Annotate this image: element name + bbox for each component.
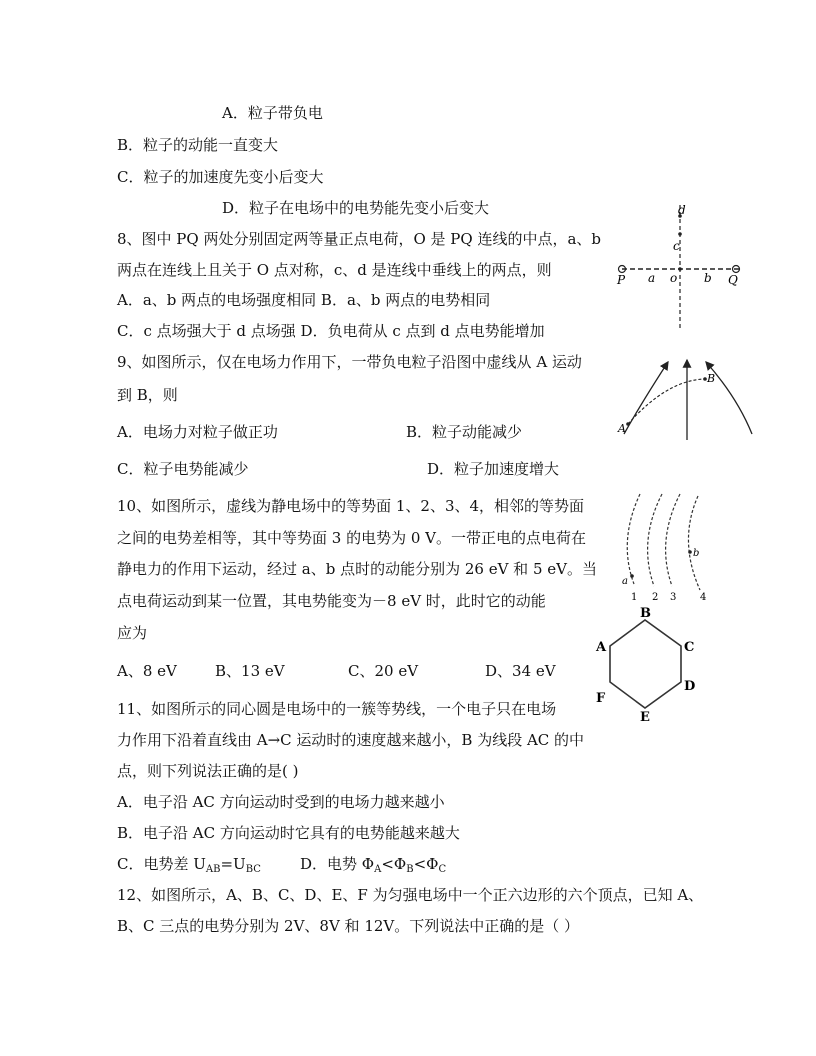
q7-option-d: D．粒子在电场中的电势能先变小后变大 (222, 199, 490, 217)
q9-option-d: D．粒子加速度增大 (427, 460, 560, 478)
hex-label-a: A (596, 640, 607, 655)
fig10-label-1: 1 (631, 592, 638, 603)
q8-options-ab: A．a、b 两点的电场强度相同 B．a、b 两点的电势相同 (117, 291, 491, 309)
q10-option-b: B、13 eV (215, 662, 285, 680)
q8-figure (612, 200, 752, 335)
q9-option-b: B．粒子动能减少 (406, 423, 523, 441)
fig8-label-c: c (673, 239, 680, 253)
fig10-label-a: a (622, 576, 628, 587)
fig8-label-q: Q (728, 273, 738, 287)
fig10-label-3: 3 (670, 592, 677, 603)
q11-option-d: D．电势 $\Phi_A<\Phi_B<\Phi_C$ (300, 855, 447, 875)
hex-label-c: C (684, 640, 695, 655)
q12-stem-line2: B、C 三点的电势分别为 2V、8V 和 12V。下列说法中正确的是（ ） (117, 917, 580, 935)
q7-option-b: B．粒子的动能一直变大 (117, 136, 279, 154)
q9-figure (612, 352, 762, 442)
hex-label-f: F (596, 691, 606, 706)
fig8-label-p: P (617, 273, 626, 287)
q10-stem-line2: 之间的电势差相等，其中等势面 3 的电势为 0 V。一带正电的点电荷在 (117, 529, 586, 547)
q11-option-b: B．电子沿 AC 方向运动时它具有的电势能越来越大 (117, 824, 460, 842)
q10-stem-line4: 点电荷运动到某一位置，其电势能变为－8 eV 时，此时它的动能 (117, 592, 546, 610)
q12-hexagon-figure (594, 606, 706, 724)
fig8-label-b: b (704, 271, 712, 285)
q9-stem-line2: 到 B，则 (117, 386, 178, 404)
fig10-label-4: 4 (700, 592, 707, 603)
hex-label-d: D (684, 679, 696, 694)
q9-stem-line1: 9、如图所示，仅在电场力作用下，一带负电粒子沿图中虚线从 A 运动 (117, 353, 582, 371)
fig8-label-d: d (678, 203, 686, 217)
fig9-label-a: A (618, 422, 626, 435)
q10-stem-line3: 静电力的作用下运动，经过 a、b 点时的动能分别为 26 eV 和 5 eV。当 (117, 560, 597, 578)
fig10-label-2: 2 (652, 592, 659, 603)
q11-stem-line3: 点，则下列说法正确的是( ) (117, 762, 299, 780)
q8-stem-line2: 两点在连线上且关于 O 点对称，c、d 是连线中垂线上的两点，则 (117, 261, 552, 279)
q11-stem-line1: 11、如图所示的同心圆是电场中的一簇等势线，一个电子只在电场 (117, 700, 557, 718)
q10-figure (612, 486, 722, 606)
q8-options-cd: C．c 点场强大于 d 点场强 D．负电荷从 c 点到 d 点电势能增加 (117, 322, 545, 340)
q12-stem-line1: 12、如图所示，A、B、C、D、E、F 为匀强电场中一个正六边形的六个顶点，已知 A、 (117, 886, 704, 904)
fig8-label-o: o (670, 271, 678, 285)
q11-option-a: A．电子沿 AC 方向运动时受到的电场力越来越小 (117, 793, 445, 811)
q9-option-c: C．粒子电势能减少 (117, 460, 249, 478)
hex-label-b: B (640, 606, 651, 621)
q10-option-a: A、8 eV (117, 662, 177, 680)
q10-option-d: D、34 eV (485, 662, 556, 680)
q11-option-c: C．电势差 $U_{AB}=U_{BC}$ (117, 855, 261, 875)
q8-stem-line1: 8、图中 PQ 两处分别固定两等量正点电荷，O 是 PQ 连线的中点，a、b (117, 230, 602, 248)
q7-option-a: A．粒子带负电 (222, 104, 323, 122)
fig8-label-a: a (648, 271, 656, 285)
hex-label-e: E (640, 710, 650, 724)
fig9-label-b: B (707, 372, 716, 385)
q11-stem-line2: 力作用下沿着直线由 A→C 运动时的速度越来越小，B 为线段 AC 的中 (117, 731, 585, 749)
q10-stem-line1: 10、如图所示，虚线为静电场中的等势面 1、2、3、4，相邻的等势面 (117, 497, 585, 515)
q10-stem-line5: 应为 (117, 624, 148, 642)
q10-option-c: C、20 eV (348, 662, 419, 680)
fig10-label-b: b (693, 548, 700, 559)
q7-option-c: C．粒子的加速度先变小后变大 (117, 168, 324, 186)
q9-option-a: A．电场力对粒子做正功 (117, 423, 278, 441)
